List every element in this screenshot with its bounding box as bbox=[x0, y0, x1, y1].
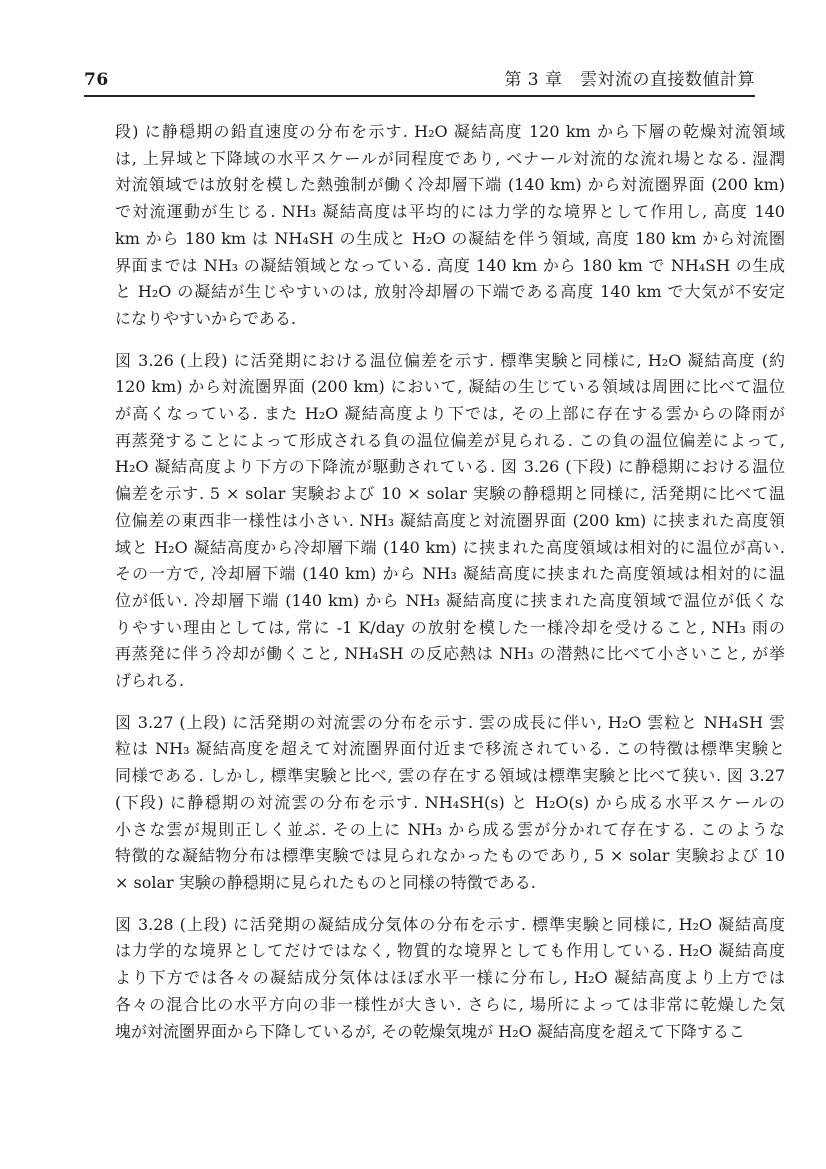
paragraph bbox=[115, 912, 785, 1046]
text-line: km から 180 km は NH₄SH の生成と H₂O の凝結を伴う領域, 高度 180 km から対流圏 bbox=[115, 228, 785, 248]
paragraph bbox=[115, 119, 785, 333]
text-line: より下方では各々の凝結成分気体はほぼ水平一様に分布し, H₂O 凝結高度より上方では bbox=[115, 968, 785, 988]
text-line: 特徴的な凝結物分布は標準実験では見られなかったものであり, 5 × solar 実験および 10 bbox=[115, 846, 785, 866]
text-line: 小さな雲が規則正しく並ぶ. その上に NH₃ から成る雲が分かれて存在する. このような bbox=[115, 819, 785, 839]
text-line: は力学的な境界としてだけではなく, 物質的な境界としても作用している. H₂O 凝結高度 bbox=[115, 941, 785, 961]
paragraph bbox=[115, 348, 785, 695]
text-line: 粒は NH₃ 凝結高度を超えて対流圏界面付近まで移流されている. この特徴は標準実験と bbox=[115, 739, 785, 759]
body-text bbox=[115, 119, 785, 1045]
text-line: (下段) に静穏期の対流雲の分布を示す. NH₄SH(s) と H₂O(s) から成る水平スケールの bbox=[115, 792, 785, 812]
text-line: 各々の混合比の水平方向の非一様性が大きい. さらに, 場所によっては非常に乾燥した気 bbox=[115, 994, 785, 1014]
text-line: 同様である. しかし, 標準実験と比べ, 雲の存在する領域は標準実験と比べて狭い. 図 3.27 bbox=[115, 766, 785, 786]
text-line: 図 3.28 (上段) に活発期の凝結成分気体の分布を示す. 標準実験と同様に, H₂O 凝結高度 bbox=[115, 914, 785, 934]
text-line: になりやすいからである. bbox=[115, 308, 296, 328]
text-line: げられる. bbox=[115, 671, 185, 691]
text-line: 界面までは NH₃ の凝結領域となっている. 高度 140 km から 180 km で NH₄SH の生成 bbox=[115, 255, 785, 275]
text-line: 再蒸発することによって形成される負の温位偏差が見られる. この負の温位偏差によって, bbox=[115, 430, 785, 450]
text-line: × solar 実験の静穏期に見られたものと同様の特徴である. bbox=[115, 872, 536, 892]
paragraph bbox=[115, 710, 785, 897]
text-line: りやすい理由としては, 常に -1 K/day の放射を模した一様冷却を受けること, NH₃ 雨の bbox=[115, 617, 785, 637]
chapter-title: 第 3 章 雲対流の直接数値計算 bbox=[504, 70, 755, 90]
text-line: 域と H₂O 凝結高度から冷却層下端 (140 km) に挟まれた高度領域は相対的に温位が高い. bbox=[115, 537, 785, 557]
page-header bbox=[84, 70, 755, 97]
text-line: は, 上昇域と下降域の水平スケールが同程度であり, ベナール対流的な流れ場となる. 湿潤 bbox=[115, 148, 785, 168]
text-line: 段) に静穏期の鉛直速度の分布を示す. H₂O 凝結高度 120 km から下層の乾燥対流領域 bbox=[115, 122, 785, 141]
text-line: が高くなっている. また H₂O 凝結高度より下では, その上部に存在する雲からの降雨が bbox=[115, 404, 785, 424]
text-line: 図 3.27 (上段) に活発期の対流雲の分布を示す. 雲の成長に伴い, H₂O 雲粒と NH₄SH 雲 bbox=[115, 712, 785, 732]
text-line: 塊が対流圏界面から下降しているが, その乾燥気塊が H₂O 凝結高度を超えて下降するこ bbox=[115, 1021, 745, 1041]
text-line: 偏差を示す. 5 × solar 実験および 10 × solar 実験の静穏期と同様に, 活発期に比べて温 bbox=[115, 484, 785, 504]
text-line: 対流領域では放射を模した熱強制が働く冷却層下端 (140 km) から対流圏界面 (200 km) bbox=[115, 175, 785, 195]
text-line: 位が低い. 冷却層下端 (140 km) から NH₃ 凝結高度に挟まれた高度領域で温位が低くな bbox=[115, 590, 785, 610]
page-number: 76 bbox=[84, 70, 109, 90]
text-line: 位偏差の東西非一様性は小さい. NH₃ 凝結高度と対流圏界面 (200 km) に挟まれた高度領 bbox=[115, 510, 785, 530]
text-line: と H₂O の凝結が生じやすいのは, 放射冷却層の下端である高度 140 km で大気が不安定 bbox=[115, 282, 785, 302]
text-line: 再蒸発に伴う冷却が働くこと, NH₄SH の反応熱は NH₃ の潜熱に比べて小さいこと, が挙 bbox=[115, 644, 785, 664]
text-line: その一方で, 冷却層下端 (140 km) から NH₃ 凝結高度に挟まれた高度領域は相対的に温 bbox=[115, 564, 785, 584]
text-line: H₂O 凝結高度より下方の下降流が駆動されている. 図 3.26 (下段) に静穏期における温位 bbox=[115, 457, 785, 477]
text-line: 120 km) から対流圏界面 (200 km) において, 凝結の生じている領域は周囲に比べて温位 bbox=[115, 377, 785, 397]
text-line: で対流運動が生じる. NH₃ 凝結高度は平均的には力学的な境界として作用し, 高度 140 bbox=[115, 202, 785, 222]
text-line: 図 3.26 (上段) に活発期における温位偏差を示す. 標準実験と同様に, H₂O 凝結高度 (約 bbox=[115, 350, 785, 370]
